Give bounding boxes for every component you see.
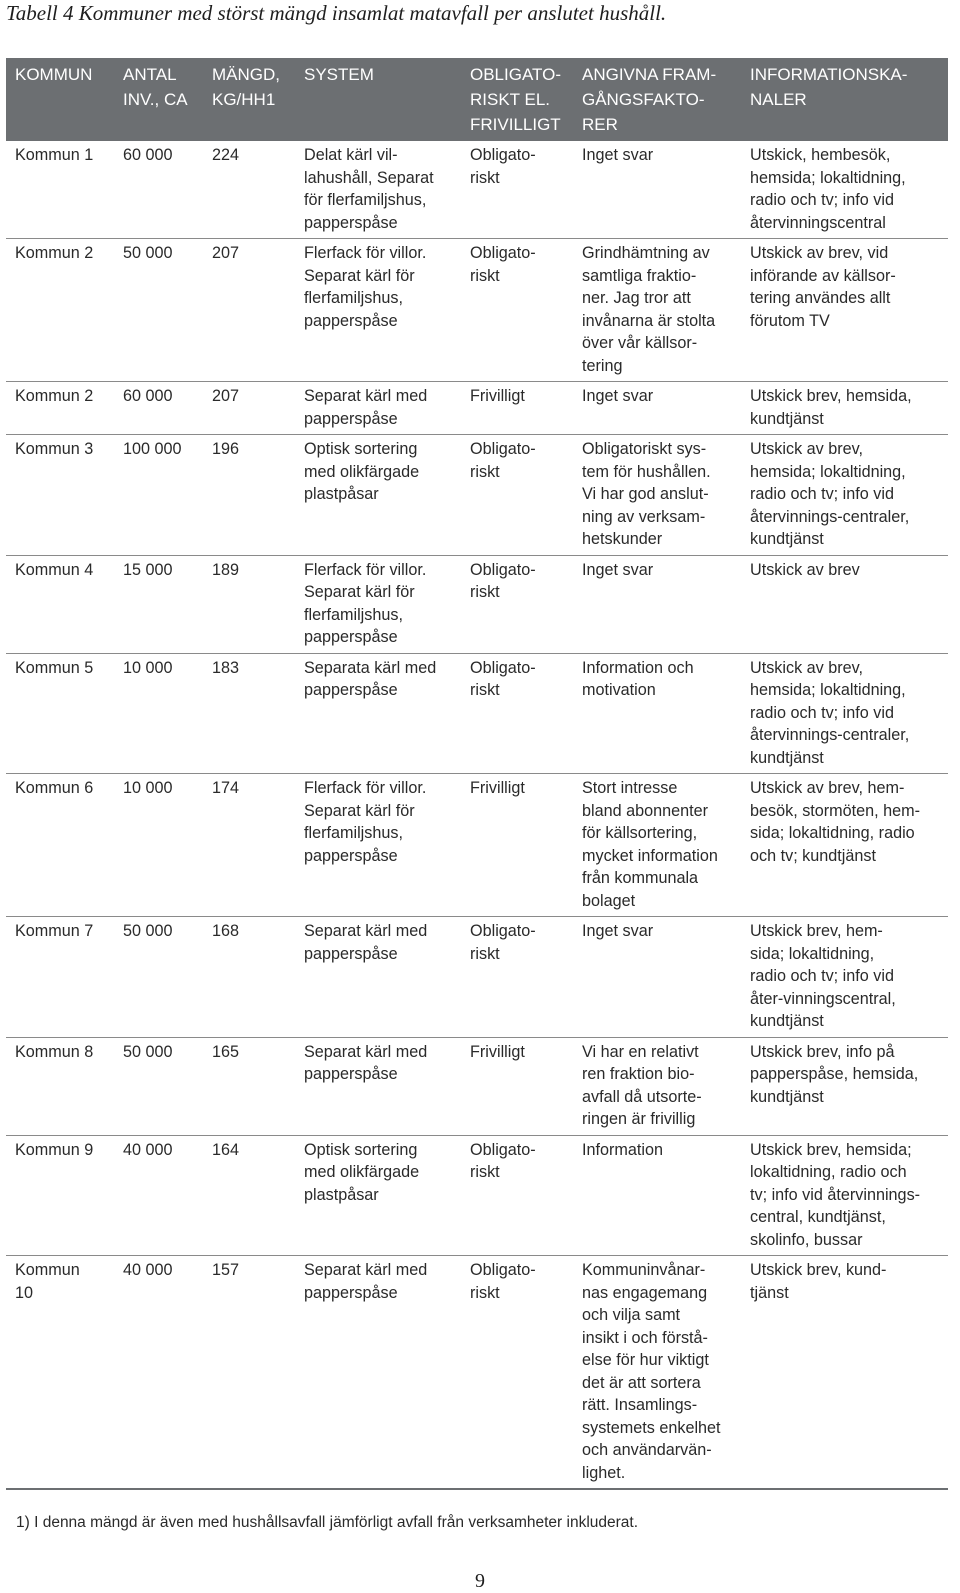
system-cell: Flerfack för villor. Separat kärl för flerfamiljshus, papperspåse: [295, 774, 461, 917]
kommun-cell: Kommun 4: [6, 555, 114, 653]
system-cell: Separat kärl med papperspåse: [295, 1256, 461, 1490]
table-header: [6, 58, 948, 141]
kommun-cell: Kommun 9: [6, 1135, 114, 1256]
table-body: [6, 141, 948, 1489]
mangd-cell: 207: [203, 239, 295, 382]
kommun-cell: Kommun 2: [6, 382, 114, 435]
header-informationskanaler: INFORMATIONSKA- NALER: [741, 58, 948, 141]
table-row: [6, 239, 948, 382]
table-row: [6, 917, 948, 1038]
informationskanaler-cell: Utskick av brev: [741, 555, 948, 653]
municipality-table: [6, 58, 948, 1490]
informationskanaler-cell: Utskick av brev, hemsida; lokaltidning, radio och tv; info vid återvinnings-centraler, kundtjänst: [741, 653, 948, 774]
header-row: [6, 58, 948, 141]
framgangsfaktorer-cell: Information: [573, 1135, 741, 1256]
mangd-cell: 189: [203, 555, 295, 653]
kommun-cell: Kommun 7: [6, 917, 114, 1038]
framgangsfaktorer-cell: Grindhämtning av samtliga fraktio- ner. Jag tror att invånarna är stolta över vår källsor- tering: [573, 239, 741, 382]
system-cell: Separat kärl med papperspåse: [295, 1037, 461, 1135]
antal-cell: 10 000: [114, 653, 203, 774]
mangd-cell: 164: [203, 1135, 295, 1256]
informationskanaler-cell: Utskick brev, hemsida, kundtjänst: [741, 382, 948, 435]
kommun-cell: Kommun 1: [6, 141, 114, 239]
antal-cell: 100 000: [114, 435, 203, 556]
kommun-cell: Kommun 5: [6, 653, 114, 774]
framgangsfaktorer-cell: Inget svar: [573, 917, 741, 1038]
table-row: [6, 435, 948, 556]
informationskanaler-cell: Utskick brev, hemsida; lokaltidning, radio och tv; info vid återvinnings- central, kundtjänst, skolinfo, bussar: [741, 1135, 948, 1256]
obligatoriskt-cell: Obligato- riskt: [461, 141, 573, 239]
table-row: [6, 1256, 948, 1490]
header-framgangsfaktorer: ANGIVNA FRAM- GÅNGSFAKTO- RER: [573, 58, 741, 141]
system-cell: Flerfack för villor. Separat kärl för flerfamiljshus, papperspåse: [295, 555, 461, 653]
table-row: [6, 774, 948, 917]
obligatoriskt-cell: Obligato- riskt: [461, 1256, 573, 1490]
antal-cell: 40 000: [114, 1135, 203, 1256]
obligatoriskt-cell: Frivilligt: [461, 382, 573, 435]
page-number: 9: [475, 1570, 485, 1592]
framgangsfaktorer-cell: Inget svar: [573, 555, 741, 653]
table-row: [6, 141, 948, 239]
informationskanaler-cell: Utskick brev, hem- sida; lokaltidning, radio och tv; info vid åter-vinningscentral, kundtjänst: [741, 917, 948, 1038]
mangd-cell: 196: [203, 435, 295, 556]
antal-cell: 40 000: [114, 1256, 203, 1490]
informationskanaler-cell: Utskick, hembesök, hemsida; lokaltidning, radio och tv; info vid återvinningscentral: [741, 141, 948, 239]
table-caption: Tabell 4 Kommuner med störst mängd insamlat matavfall per anslutet hushåll.: [6, 1, 667, 25]
header-obligatoriskt: OBLIGATO- RISKT EL. FRIVILLIGT: [461, 58, 573, 141]
antal-cell: 50 000: [114, 917, 203, 1038]
mangd-cell: 183: [203, 653, 295, 774]
system-cell: Flerfack för villor. Separat kärl för flerfamiljshus, papperspåse: [295, 239, 461, 382]
table-row: [6, 653, 948, 774]
obligatoriskt-cell: Frivilligt: [461, 1037, 573, 1135]
antal-cell: 10 000: [114, 774, 203, 917]
antal-cell: 60 000: [114, 382, 203, 435]
system-cell: Separata kärl med papperspåse: [295, 653, 461, 774]
kommun-cell: Kommun 3: [6, 435, 114, 556]
table-row: [6, 1135, 948, 1256]
system-cell: Separat kärl med papperspåse: [295, 382, 461, 435]
footnote: 1) I denna mängd är även med hushållsavfall jämförligt avfall från verksamheter inkluderat.: [16, 1514, 639, 1531]
mangd-cell: 168: [203, 917, 295, 1038]
header-system: SYSTEM: [295, 58, 461, 141]
mangd-cell: 157: [203, 1256, 295, 1490]
system-cell: Optisk sortering med olikfärgade plastpåsar: [295, 1135, 461, 1256]
framgangsfaktorer-cell: Inget svar: [573, 382, 741, 435]
header-antal-inv: ANTAL INV., CA: [114, 58, 203, 141]
system-cell: Separat kärl med papperspåse: [295, 917, 461, 1038]
table-row: [6, 1037, 948, 1135]
informationskanaler-cell: Utskick av brev, hemsida; lokaltidning, radio och tv; info vid återvinnings-centraler, kundtjänst: [741, 435, 948, 556]
kommun-cell: Kommun 2: [6, 239, 114, 382]
framgangsfaktorer-cell: Stort intresse bland abonnenter för källsortering, mycket information från kommunala bolaget: [573, 774, 741, 917]
framgangsfaktorer-cell: Kommuninvånar- nas engagemang och vilja samt insikt i och förstå- else för hur viktigt det är att sortera rätt. Insamlings- systemets enkelhet och användarvän- lighet.: [573, 1256, 741, 1490]
informationskanaler-cell: Utskick brev, kund- tjänst: [741, 1256, 948, 1490]
table-row: [6, 382, 948, 435]
mangd-cell: 207: [203, 382, 295, 435]
mangd-cell: 165: [203, 1037, 295, 1135]
mangd-cell: 174: [203, 774, 295, 917]
obligatoriskt-cell: Obligato- riskt: [461, 555, 573, 653]
system-cell: Delat kärl vil- lahushåll, Separat för flerfamiljshus, papperspåse: [295, 141, 461, 239]
informationskanaler-cell: Utskick av brev, vid införande av källsor- tering användes allt förutom TV: [741, 239, 948, 382]
kommun-cell: Kommun 6: [6, 774, 114, 917]
obligatoriskt-cell: Obligato- riskt: [461, 653, 573, 774]
table-row: [6, 555, 948, 653]
obligatoriskt-cell: Obligato- riskt: [461, 917, 573, 1038]
framgangsfaktorer-cell: Vi har en relativt ren fraktion bio- avfall då utsorte- ringen är frivillig: [573, 1037, 741, 1135]
informationskanaler-cell: Utskick av brev, hem- besök, stormöten, hem- sida; lokaltidning, radio och tv; kundtjänst: [741, 774, 948, 917]
antal-cell: 15 000: [114, 555, 203, 653]
system-cell: Optisk sortering med olikfärgade plastpåsar: [295, 435, 461, 556]
framgangsfaktorer-cell: Obligatoriskt sys- tem för hushållen. Vi har god anslut- ning av verksam- hetskunder: [573, 435, 741, 556]
mangd-cell: 224: [203, 141, 295, 239]
obligatoriskt-cell: Obligato- riskt: [461, 239, 573, 382]
obligatoriskt-cell: Frivilligt: [461, 774, 573, 917]
informationskanaler-cell: Utskick brev, info på papperspåse, hemsida, kundtjänst: [741, 1037, 948, 1135]
antal-cell: 50 000: [114, 239, 203, 382]
framgangsfaktorer-cell: Information och motivation: [573, 653, 741, 774]
obligatoriskt-cell: Obligato- riskt: [461, 435, 573, 556]
header-mangd: MÄNGD, KG/HH1: [203, 58, 295, 141]
header-kommun: KOMMUN: [6, 58, 114, 141]
framgangsfaktorer-cell: Inget svar: [573, 141, 741, 239]
antal-cell: 60 000: [114, 141, 203, 239]
kommun-cell: Kommun 10: [6, 1256, 114, 1490]
obligatoriskt-cell: Obligato- riskt: [461, 1135, 573, 1256]
kommun-cell: Kommun 8: [6, 1037, 114, 1135]
antal-cell: 50 000: [114, 1037, 203, 1135]
